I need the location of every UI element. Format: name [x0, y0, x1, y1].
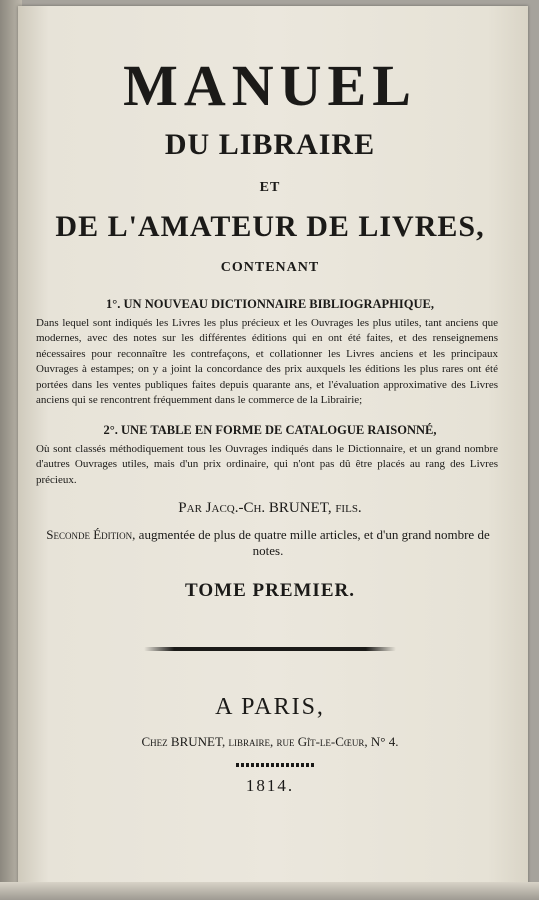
title-line-3: ET	[259, 180, 281, 195]
thick-rule-divider	[144, 647, 396, 651]
imprint-year: 1814.	[245, 776, 295, 795]
ornamental-rule-divider	[236, 763, 314, 767]
edition-note	[46, 527, 490, 559]
imprint-city: A PARIS,	[215, 694, 325, 720]
page-bottom-edge	[0, 882, 539, 900]
tome-label: TOME PREMIER.	[185, 580, 355, 601]
section-1-text: Dans lequel sont indiqués les Livres les plus précieux et les Ouvrages les plus utiles, tant anciens que modernes, avec des notes sur les différentes éditions qui en ont été faites, et des renseignemens nécessaires pour reconnaître les contrefaçons, et collationner les Livres anciens et les principaux Ouvrages à estampes; on y a joint la concordance des prix auxquels les éditions les plus rares ont été portées dans les ventes publiques faites depuis quarante ans, et l'évaluation approximative des Livres anciens qui se rencontrent fréquemment dans le commerce de la Librairie;	[36, 317, 498, 407]
title-line-1: MANUEL	[123, 53, 417, 118]
contenant-label: CONTENANT	[220, 260, 320, 275]
section-2-text: Où sont classés méthodiquement tous les Ouvrages indiqués dans le Dictionnaire, et un grand nombre d'autres Ouvrages utiles, mais d'un prix ordinaire, qui n'ont pas dû être placés au rang des Livres précieux.	[36, 443, 498, 486]
section-2-heading: 2°. UNE TABLE EN FORME DE CATALOGUE RAISONNÉ,	[103, 423, 437, 437]
edition-text: , augmentée de plus de quatre mille articles, et d'un grand nombre de notes.	[132, 527, 490, 558]
imprint-publisher: Chez BRUNET, libraire, rue Gît-le-Cœur, N° 4.	[141, 734, 399, 749]
title-line-4: DE L'AMATEUR DE LIVRES,	[55, 210, 485, 243]
edition-label: Seconde Édition	[46, 527, 133, 542]
section-1-heading: 1°. UN NOUVEAU DICTIONNAIRE BIBLIOGRAPHIQUE,	[106, 297, 434, 311]
title-line-2: DU LIBRAIRE	[164, 128, 376, 161]
author-line: Par Jacq.-Ch. BRUNET, fils.	[178, 500, 362, 516]
